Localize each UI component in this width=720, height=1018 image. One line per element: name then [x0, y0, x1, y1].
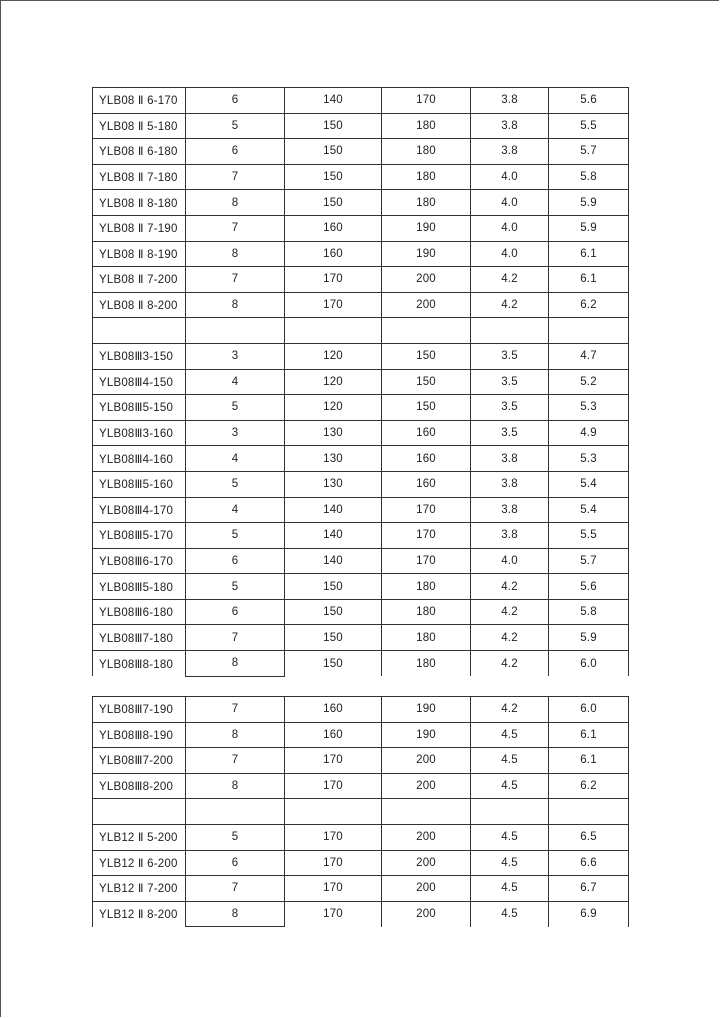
value-cell: 160 — [382, 471, 471, 497]
value-cell: 4.2 — [471, 651, 549, 677]
value-cell — [285, 318, 382, 344]
value-cell: 170 — [285, 901, 382, 927]
table-row — [93, 318, 629, 344]
value-cell: 8 — [186, 292, 285, 318]
value-cell: 5.6 — [549, 574, 629, 600]
value-cell: 4.2 — [471, 697, 549, 723]
value-cell: 180 — [382, 625, 471, 651]
value-cell: 170 — [382, 88, 471, 114]
table-row — [93, 113, 629, 139]
table-row — [93, 88, 629, 114]
value-cell: 3.8 — [471, 471, 549, 497]
table-row — [93, 446, 629, 472]
spec-table-part-2 — [92, 696, 629, 927]
table-row — [93, 651, 629, 677]
value-cell: 5.3 — [549, 395, 629, 421]
value-cell: 5 — [186, 574, 285, 600]
table-row — [93, 395, 629, 421]
value-cell: 3.5 — [471, 395, 549, 421]
value-cell: 200 — [382, 901, 471, 927]
value-cell: 3.5 — [471, 420, 549, 446]
value-cell: 8 — [186, 722, 285, 748]
table-row — [93, 497, 629, 523]
value-cell: 5.9 — [549, 625, 629, 651]
model-cell: YLB08Ⅲ8-180 — [93, 651, 186, 677]
value-cell: 7 — [186, 267, 285, 293]
model-cell: YLB08 Ⅱ 7-180 — [93, 164, 186, 190]
value-cell: 7 — [186, 748, 285, 774]
model-cell: YLB08Ⅲ5-170 — [93, 523, 186, 549]
value-cell: 3.5 — [471, 343, 549, 369]
model-cell — [93, 318, 186, 344]
value-cell: 7 — [186, 164, 285, 190]
value-cell: 120 — [285, 395, 382, 421]
value-cell: 4 — [186, 446, 285, 472]
value-cell: 150 — [382, 395, 471, 421]
model-cell: YLB08Ⅲ4-160 — [93, 446, 186, 472]
table-row — [93, 215, 629, 241]
value-cell: 4 — [186, 497, 285, 523]
value-cell: 170 — [285, 773, 382, 799]
value-cell: 4.5 — [471, 901, 549, 927]
value-cell — [285, 799, 382, 825]
value-cell: 5.5 — [549, 523, 629, 549]
value-cell: 170 — [285, 824, 382, 850]
value-cell: 8 — [186, 190, 285, 216]
value-cell: 120 — [285, 369, 382, 395]
value-cell: 4.9 — [549, 420, 629, 446]
value-cell: 140 — [285, 88, 382, 114]
value-cell: 6.1 — [549, 241, 629, 267]
value-cell: 6.1 — [549, 748, 629, 774]
value-cell: 170 — [382, 548, 471, 574]
table-row — [93, 599, 629, 625]
table-row — [93, 369, 629, 395]
value-cell: 180 — [382, 113, 471, 139]
value-cell: 3.8 — [471, 497, 549, 523]
model-cell: YLB08Ⅲ5-180 — [93, 574, 186, 600]
value-cell — [186, 318, 285, 344]
value-cell — [549, 318, 629, 344]
value-cell: 5 — [186, 395, 285, 421]
model-cell: YLB08 Ⅱ 7-190 — [93, 215, 186, 241]
value-cell — [382, 799, 471, 825]
value-cell: 4.2 — [471, 574, 549, 600]
model-cell: YLB08Ⅲ6-170 — [93, 548, 186, 574]
value-cell: 150 — [285, 113, 382, 139]
table-row — [93, 190, 629, 216]
value-cell: 7 — [186, 215, 285, 241]
value-cell: 5 — [186, 113, 285, 139]
value-cell: 3.5 — [471, 369, 549, 395]
value-cell: 180 — [382, 164, 471, 190]
value-cell: 6.0 — [549, 697, 629, 723]
value-cell: 7 — [186, 697, 285, 723]
value-cell: 190 — [382, 241, 471, 267]
value-cell: 6.1 — [549, 267, 629, 293]
value-cell: 140 — [285, 548, 382, 574]
value-cell: 5.6 — [549, 88, 629, 114]
value-cell: 4.0 — [471, 190, 549, 216]
value-cell: 190 — [382, 722, 471, 748]
model-cell: YLB08Ⅲ7-190 — [93, 697, 186, 723]
table-row — [93, 574, 629, 600]
value-cell: 150 — [285, 599, 382, 625]
table-row — [93, 139, 629, 165]
value-cell: 200 — [382, 292, 471, 318]
table-row — [93, 722, 629, 748]
table-row — [93, 799, 629, 825]
value-cell: 140 — [285, 497, 382, 523]
value-cell: 5.9 — [549, 215, 629, 241]
value-cell — [549, 799, 629, 825]
value-cell: 150 — [382, 343, 471, 369]
value-cell: 6.5 — [549, 824, 629, 850]
value-cell: 170 — [285, 292, 382, 318]
value-cell: 150 — [285, 651, 382, 677]
value-cell: 3.8 — [471, 446, 549, 472]
value-cell: 5.7 — [549, 139, 629, 165]
model-cell: YLB08 Ⅱ 8-200 — [93, 292, 186, 318]
value-cell — [471, 318, 549, 344]
value-cell: 4.7 — [549, 343, 629, 369]
model-cell: YLB08Ⅲ8-190 — [93, 722, 186, 748]
value-cell: 5 — [186, 824, 285, 850]
table-row — [93, 901, 629, 927]
value-cell: 150 — [285, 190, 382, 216]
value-cell: 4.0 — [471, 241, 549, 267]
value-cell: 130 — [285, 446, 382, 472]
value-cell: 4.2 — [471, 267, 549, 293]
value-cell: 170 — [382, 523, 471, 549]
model-cell: YLB12 Ⅱ 8-200 — [93, 901, 186, 927]
value-cell: 7 — [186, 876, 285, 902]
value-cell: 180 — [382, 574, 471, 600]
value-cell: 4.5 — [471, 876, 549, 902]
value-cell: 200 — [382, 773, 471, 799]
value-cell: 130 — [285, 420, 382, 446]
table-row — [93, 267, 629, 293]
model-cell: YLB08Ⅲ7-180 — [93, 625, 186, 651]
model-cell: YLB08 Ⅱ 8-180 — [93, 190, 186, 216]
table-row — [93, 164, 629, 190]
table-row — [93, 748, 629, 774]
value-cell: 6.2 — [549, 773, 629, 799]
value-cell: 3.8 — [471, 88, 549, 114]
model-cell — [93, 799, 186, 825]
table-row — [93, 241, 629, 267]
value-cell: 160 — [285, 722, 382, 748]
value-cell: 5 — [186, 523, 285, 549]
value-cell: 6.1 — [549, 722, 629, 748]
value-cell: 170 — [285, 876, 382, 902]
value-cell: 170 — [285, 267, 382, 293]
value-cell: 200 — [382, 876, 471, 902]
value-cell: 6.6 — [549, 850, 629, 876]
model-cell: YLB08Ⅲ4-170 — [93, 497, 186, 523]
value-cell: 4.2 — [471, 625, 549, 651]
value-cell — [471, 799, 549, 825]
value-cell: 5.3 — [549, 446, 629, 472]
value-cell: 3 — [186, 343, 285, 369]
value-cell: 180 — [382, 190, 471, 216]
value-cell: 180 — [382, 651, 471, 677]
value-cell: 190 — [382, 697, 471, 723]
table-row — [93, 292, 629, 318]
table-row — [93, 471, 629, 497]
value-cell: 4.2 — [471, 599, 549, 625]
model-cell: YLB08 Ⅱ 5-180 — [93, 113, 186, 139]
value-cell: 5.7 — [549, 548, 629, 574]
value-cell: 200 — [382, 748, 471, 774]
value-cell: 160 — [382, 420, 471, 446]
model-cell: YLB08 Ⅱ 6-180 — [93, 139, 186, 165]
table-row — [93, 697, 629, 723]
model-cell: YLB08 Ⅱ 8-190 — [93, 241, 186, 267]
value-cell: 200 — [382, 850, 471, 876]
value-cell: 4 — [186, 369, 285, 395]
model-cell: YLB12 Ⅱ 7-200 — [93, 876, 186, 902]
value-cell: 160 — [285, 241, 382, 267]
value-cell — [186, 799, 285, 825]
value-cell: 200 — [382, 267, 471, 293]
value-cell: 5.9 — [549, 190, 629, 216]
value-cell: 140 — [285, 523, 382, 549]
table-row — [93, 523, 629, 549]
value-cell: 3.8 — [471, 113, 549, 139]
value-cell: 150 — [285, 139, 382, 165]
value-cell: 200 — [382, 824, 471, 850]
model-cell: YLB08Ⅲ4-150 — [93, 369, 186, 395]
value-cell: 150 — [285, 625, 382, 651]
table-row — [93, 625, 629, 651]
spec-table-part-1 — [92, 87, 629, 677]
model-cell: YLB08Ⅲ5-160 — [93, 471, 186, 497]
value-cell: 4.5 — [471, 850, 549, 876]
value-cell: 4.5 — [471, 773, 549, 799]
model-cell: YLB08 Ⅱ 7-200 — [93, 267, 186, 293]
value-cell: 180 — [382, 139, 471, 165]
value-cell: 4.5 — [471, 748, 549, 774]
value-cell: 160 — [285, 697, 382, 723]
model-cell: YLB08Ⅲ3-160 — [93, 420, 186, 446]
table-row — [93, 824, 629, 850]
value-cell: 5.5 — [549, 113, 629, 139]
value-cell: 6 — [186, 139, 285, 165]
model-cell: YLB08Ⅲ6-180 — [93, 599, 186, 625]
value-cell: 4.0 — [471, 215, 549, 241]
value-cell: 180 — [382, 599, 471, 625]
model-cell: YLB08Ⅲ5-150 — [93, 395, 186, 421]
value-cell: 5.4 — [549, 497, 629, 523]
value-cell: 4.5 — [471, 722, 549, 748]
model-cell: YLB08Ⅲ8-200 — [93, 773, 186, 799]
value-cell: 6.9 — [549, 901, 629, 927]
value-cell: 5.2 — [549, 369, 629, 395]
value-cell: 6.0 — [549, 651, 629, 677]
value-cell: 120 — [285, 343, 382, 369]
model-cell: YLB08Ⅲ3-150 — [93, 343, 186, 369]
table-row — [93, 876, 629, 902]
value-cell: 8 — [186, 651, 285, 677]
value-cell — [382, 318, 471, 344]
value-cell: 150 — [285, 164, 382, 190]
value-cell: 6 — [186, 88, 285, 114]
value-cell: 5.4 — [549, 471, 629, 497]
model-cell: YLB08Ⅲ7-200 — [93, 748, 186, 774]
value-cell: 4.2 — [471, 292, 549, 318]
value-cell: 170 — [285, 850, 382, 876]
value-cell: 8 — [186, 241, 285, 267]
model-cell: YLB12 Ⅱ 5-200 — [93, 824, 186, 850]
value-cell: 6 — [186, 850, 285, 876]
value-cell: 4.0 — [471, 548, 549, 574]
value-cell: 5 — [186, 471, 285, 497]
value-cell: 150 — [285, 574, 382, 600]
table-row — [93, 420, 629, 446]
value-cell: 190 — [382, 215, 471, 241]
model-cell: YLB12 Ⅱ 6-200 — [93, 850, 186, 876]
value-cell: 3 — [186, 420, 285, 446]
table-row — [93, 343, 629, 369]
value-cell: 4.0 — [471, 164, 549, 190]
value-cell: 160 — [382, 446, 471, 472]
value-cell: 4.5 — [471, 824, 549, 850]
value-cell: 6.2 — [549, 292, 629, 318]
value-cell: 5.8 — [549, 599, 629, 625]
value-cell: 170 — [382, 497, 471, 523]
value-cell: 3.8 — [471, 523, 549, 549]
value-cell: 130 — [285, 471, 382, 497]
value-cell: 150 — [382, 369, 471, 395]
table-row — [93, 850, 629, 876]
model-cell: YLB08 Ⅱ 6-170 — [93, 88, 186, 114]
value-cell: 8 — [186, 901, 285, 927]
value-cell: 8 — [186, 773, 285, 799]
table-row — [93, 773, 629, 799]
value-cell: 170 — [285, 748, 382, 774]
table-row — [93, 548, 629, 574]
value-cell: 6 — [186, 548, 285, 574]
value-cell: 5.8 — [549, 164, 629, 190]
value-cell: 160 — [285, 215, 382, 241]
value-cell: 6.7 — [549, 876, 629, 902]
value-cell: 6 — [186, 599, 285, 625]
value-cell: 7 — [186, 625, 285, 651]
value-cell: 3.8 — [471, 139, 549, 165]
